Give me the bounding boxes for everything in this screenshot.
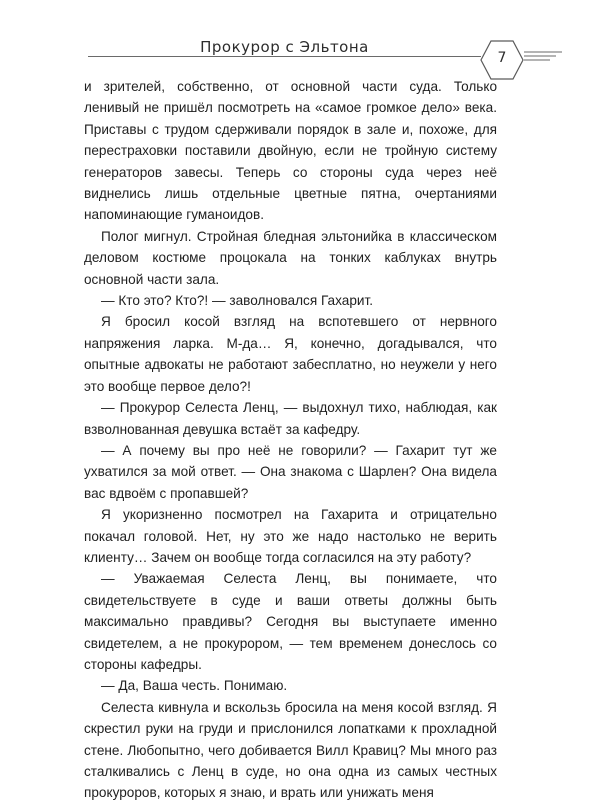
paragraph-10: Селеста кивнула и вскользь бросила на меня косой взгляд. Я скрестил руки на груди и прислонился лопатками к прохладной стене. Любопытно, чего добивается Вилл Кравиц? Мы много раз сталкивались с Ленц в суде, но она одна из самых честных прокуроров, которых я знаю, и врать или унижать меня xyxy=(84,699,497,801)
paragraph-5: — Прокурор Селеста Ленц, — выдохнул тихо, наблюдая, как взволнованная девушка встаёт за кафедру. xyxy=(84,400,497,437)
paragraph-6: — А почему вы про неё не говорили? — Гахарит тут же ухватился за мой ответ. — Она знакома с Шарлен? Она видела вас вдвоём с пропавшей? xyxy=(84,442,497,501)
page-number-badge xyxy=(480,40,524,80)
decorative-lines-icon xyxy=(524,49,564,61)
paragraph-1: и зрителей, собственно, от основной части суда. Только ленивый не пришёл посмотреть на «самое громкое дело» века. Приставы с трудом сдерживали порядок в зале и, похоже, для перестраховки поставили двойную, если не тройную систему генераторов завесы. Теперь со стороны суда через неё виднелись лишь отдельные цветные пятна, очертаниями напоминающие гуманоидов. xyxy=(84,79,497,223)
page-number: 7 xyxy=(497,50,507,66)
running-title: Прокурор с Эльтона xyxy=(200,38,369,56)
paragraph-2: Полог мигнул. Стройная бледная эльтонийка в классическом деловом костюме процокала на тонких каблуках внутрь основной части зала. xyxy=(84,228,497,287)
header-rule xyxy=(88,56,481,57)
body-text xyxy=(84,76,497,804)
paragraph-9: — Да, Ваша честь. Понимаю. xyxy=(101,678,288,694)
paragraph-3: — Кто это? Кто?! — заволновался Гахарит. xyxy=(101,293,373,309)
paragraph-4: Я бросил косой взгляд на вспотевшего от нервного напряжения ларка. М-да… Я, конечно, догадывался, что опытные адвокаты не работают забесплатно, но неужели у него это вообще первое дело?! xyxy=(84,314,497,394)
paragraph-8: — Уважаемая Селеста Ленц, вы понимаете, что свидетельствуете в суде и ваши ответы должны быть максимально правдивы? Сегодня вы выступаете именно свидетелем, а не прокурором, — тем временем донеслось со стороны кафедры. xyxy=(84,571,497,672)
page-header xyxy=(0,0,600,80)
paragraph-7: Я укоризненно посмотрел на Гахарита и отрицательно покачал головой. Нет, ну это же надо настолько не верить клиенту… Зачем он вообще тогда согласился на эту работу? xyxy=(84,507,497,565)
